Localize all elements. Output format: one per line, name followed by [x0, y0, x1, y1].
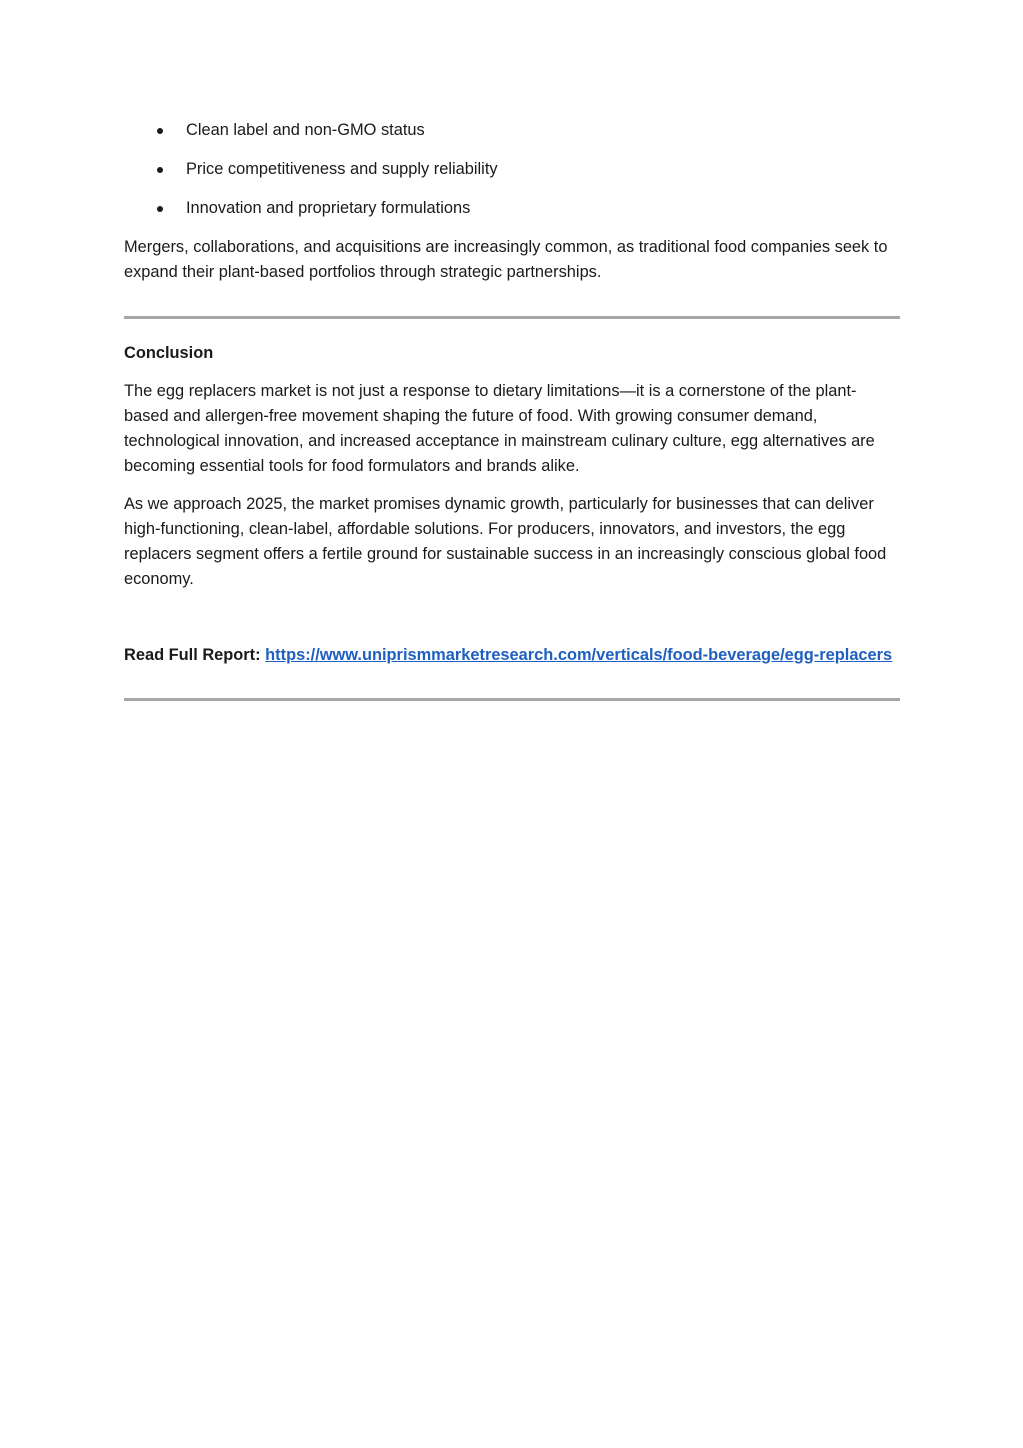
document-page	[124, 118, 900, 701]
list-item-text: Clean label and non-GMO status	[186, 121, 425, 139]
spacer	[124, 605, 900, 643]
bullet-icon	[157, 128, 163, 134]
conclusion-paragraph-1: The egg replacers market is not just a response to dietary limitations—it is a cornerstone of the plant-based and allergen-free movement shaping the future of food. With growing consumer demand, technological innovation, and increased acceptance in mainstream culinary culture, egg alternatives are becoming essential tools for food formulators and brands alike.	[124, 382, 875, 475]
read-report-label: Read Full Report:	[124, 646, 261, 664]
section-divider	[124, 698, 900, 701]
list-item	[124, 196, 900, 221]
list-item	[124, 118, 900, 143]
bullet-list	[124, 118, 900, 221]
bullet-icon	[157, 206, 163, 212]
intro-paragraph: Mergers, collaborations, and acquisitions are increasingly common, as traditional food companies seek to expand their plant-based portfolios through strategic partnerships.	[124, 238, 888, 281]
conclusion-paragraph-2: As we approach 2025, the market promises dynamic growth, particularly for businesses that can deliver high-functioning, clean-label, affordable solutions. For producers, innovators, and investors, the egg replacers segment offers a fertile ground for sustainable success in an increasingly conscious global food economy.	[124, 495, 887, 588]
list-item-text: Price competitiveness and supply reliability	[186, 160, 498, 178]
list-item-text: Innovation and proprietary formulations	[186, 199, 471, 217]
read-report-line	[124, 643, 900, 668]
conclusion-heading: Conclusion	[124, 344, 214, 362]
bullet-icon	[157, 167, 163, 173]
list-item	[124, 157, 900, 182]
section-divider	[124, 316, 900, 319]
read-report-link[interactable]: https://www.uniprismmarketresearch.com/verticals/food-beverage/egg-replacers	[265, 646, 893, 664]
